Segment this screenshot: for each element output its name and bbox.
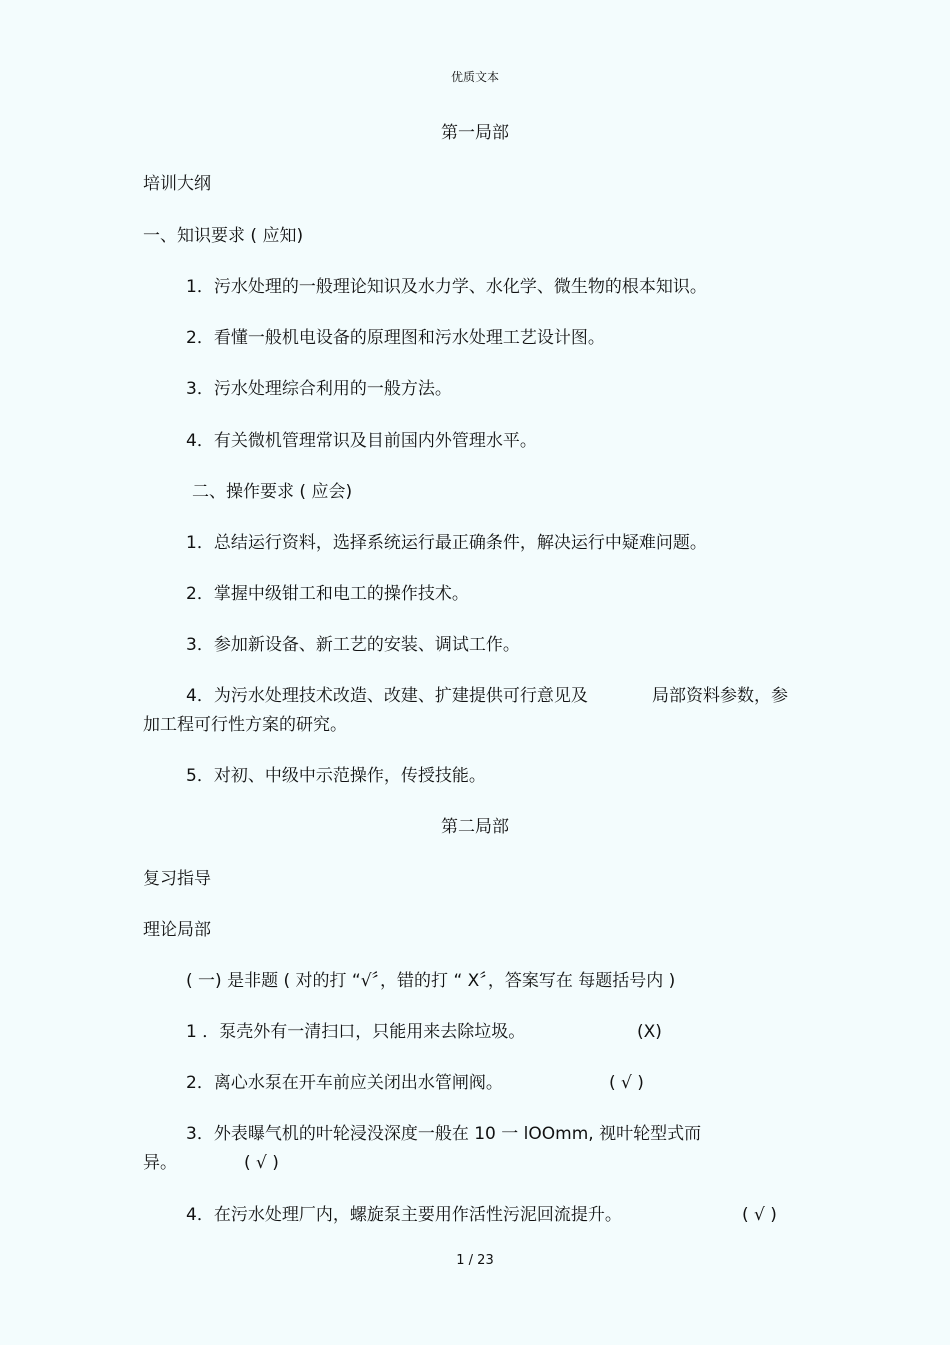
operation-item-5: 5．对初、中级中示范操作，传授技能。 [186,766,486,786]
knowledge-item-3: 3．污水处理综合利用的一般方法。 [186,379,452,399]
question-1: 1 ．泵壳外有一清扫口，只能用来去除垃圾。 [186,1022,526,1042]
question-2: 2．离心水泵在开车前应关闭出水管闸阀。 [186,1073,503,1093]
page-header: 优质文本 [450,70,499,84]
operation-item-2: 2．掌握中级钳工和电工的操作技术。 [186,584,469,604]
question-1-answer: (X) [637,1022,662,1042]
operation-heading: 二、操作要求 ( 应会) [192,482,353,502]
operation-item-4: 4．为污水处理技术改造、改建、扩建提供可行意见及 [186,686,588,706]
question-3: 3．外表曝气机的叶轮浸没深度一般在 10 一 lOOmm, 视叶轮型式而 [186,1124,702,1144]
knowledge-item-2: 2．看懂一般机电设备的原理图和污水处理工艺设计图。 [186,328,605,348]
page-number: 1 / 23 [456,1253,494,1268]
judgement-intro: ( 一) 是非题 ( 对的打 “√〞，错的打 “ X〞，答案写在 每题括号内 ) [186,971,676,991]
part2-title: 第二局部 [441,817,509,837]
section-title-training: 培训大纲 [143,174,211,194]
part1-title: 第一局部 [441,123,509,143]
section-title-review: 复习指导 [143,869,211,889]
knowledge-item-1: 1．污水处理的一般理论知识及水力学、水化学、微生物的根本知识。 [186,277,707,297]
question-3-answer: ( √ ) [244,1153,279,1173]
knowledge-item-4: 4．有关微机管理常识及目前国内外管理水平。 [186,431,537,451]
operation-item-1: 1．总结运行资料，选择系统运行最正确条件，解决运行中疑难问题。 [186,533,707,553]
question-4: 4．在污水处理厂内，螺旋泵主要用作活性污泥回流提升。 [186,1205,622,1225]
knowledge-heading: 一、知识要求 ( 应知) [143,226,304,246]
operation-item-4-tail: 局部资料参数，参 [652,686,788,706]
theory-subtitle: 理论局部 [143,920,211,940]
question-4-answer: ( √ ) [742,1205,777,1225]
operation-item-3: 3．参加新设备、新工艺的安装、调试工作。 [186,635,520,655]
question-2-answer: ( √ ) [609,1073,644,1093]
operation-item-4-cont: 加工程可行性方案的研究。 [143,715,347,735]
question-3-cont: 异。 [143,1153,177,1173]
